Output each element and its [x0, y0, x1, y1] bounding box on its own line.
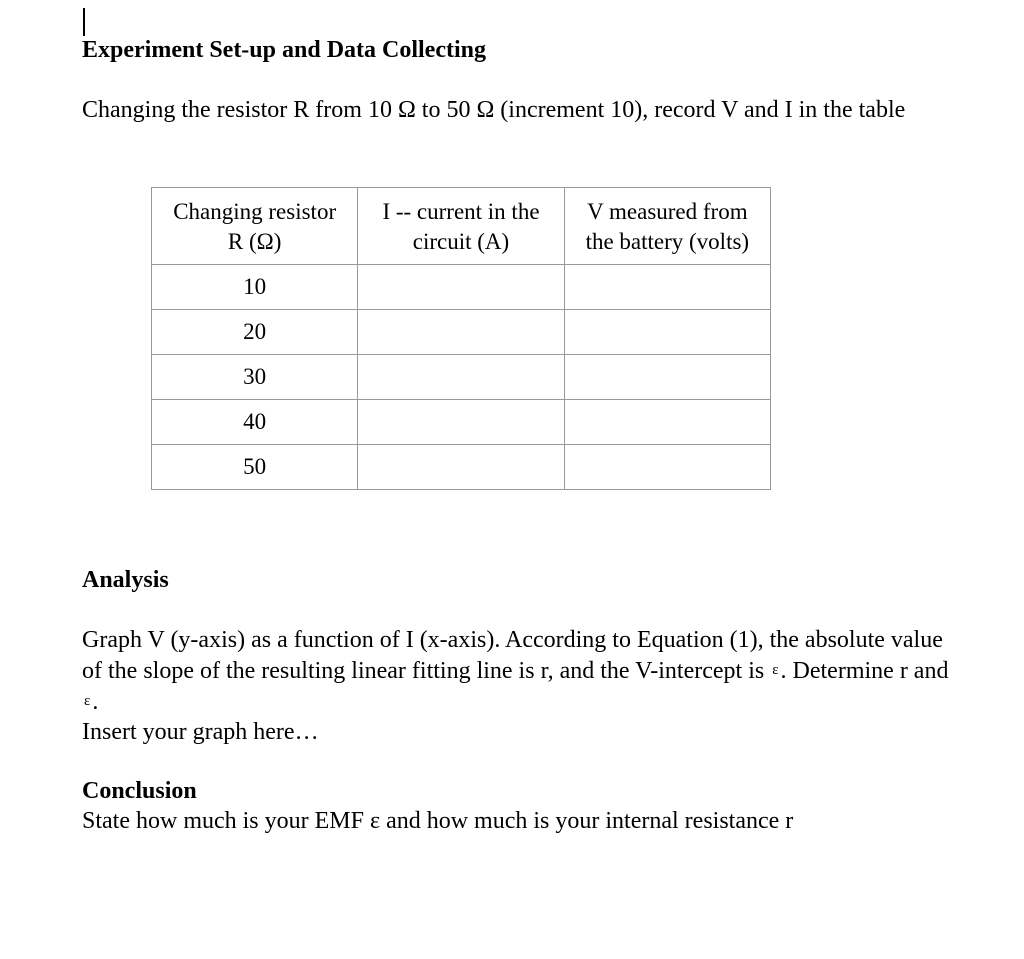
cell-voltage[interactable] — [564, 265, 770, 310]
setup-intro-text: Changing the resistor R from 10 Ω to 50 Ω (increment 10), record V and I in the table — [82, 97, 906, 123]
header-voltage-line2: the battery (volts) — [585, 228, 750, 254]
header-resistor-line2: R (Ω) — [227, 228, 282, 254]
header-current-line2: circuit (A) — [412, 228, 510, 254]
table-header-row — [152, 188, 771, 265]
cell-resistance: 30 — [152, 355, 358, 400]
table-row — [152, 445, 771, 490]
analysis-text — [82, 625, 962, 747]
cell-current[interactable] — [358, 355, 564, 400]
header-voltage — [564, 188, 770, 265]
cell-resistance: 20 — [152, 310, 358, 355]
header-current-line1: I -- current in the — [382, 198, 540, 224]
cell-voltage[interactable] — [564, 355, 770, 400]
epsilon-symbol: ε — [84, 693, 91, 709]
setup-heading: Experiment Set-up and Data Collecting — [82, 37, 486, 63]
header-voltage-line1: V measured from — [587, 198, 748, 224]
text-cursor — [83, 8, 85, 36]
cell-voltage[interactable] — [564, 400, 770, 445]
analysis-text-part2: . Determine r and — [780, 658, 949, 684]
table-row — [152, 265, 771, 310]
header-resistor-line1: Changing resistor — [173, 198, 337, 224]
cell-current[interactable] — [358, 400, 564, 445]
conclusion-heading: Conclusion — [82, 778, 197, 804]
insert-graph-prompt: Insert your graph here… — [82, 719, 319, 745]
cell-current[interactable] — [358, 445, 564, 490]
epsilon-symbol: ε — [772, 662, 779, 678]
table-row — [152, 355, 771, 400]
table-row — [152, 400, 771, 445]
cell-voltage[interactable] — [564, 445, 770, 490]
cell-resistance: 40 — [152, 400, 358, 445]
table-row — [152, 310, 771, 355]
cell-current[interactable] — [358, 265, 564, 310]
data-table — [151, 187, 771, 490]
analysis-heading: Analysis — [82, 567, 169, 593]
analysis-text-part3: . — [92, 689, 99, 715]
cell-current[interactable] — [358, 310, 564, 355]
conclusion-text: State how much is your EMF ε and how much is your internal resistance r — [82, 808, 794, 834]
cell-resistance: 10 — [152, 265, 358, 310]
header-current — [358, 188, 564, 265]
cell-resistance: 50 — [152, 445, 358, 490]
header-resistor — [152, 188, 358, 265]
analysis-text-part1: Graph V (y-axis) as a function of I (x-axis). According to Equation (1), the absolute value of the slope of the resulting linear fitting line is r, and the V-intercept is — [82, 627, 943, 684]
cell-voltage[interactable] — [564, 310, 770, 355]
